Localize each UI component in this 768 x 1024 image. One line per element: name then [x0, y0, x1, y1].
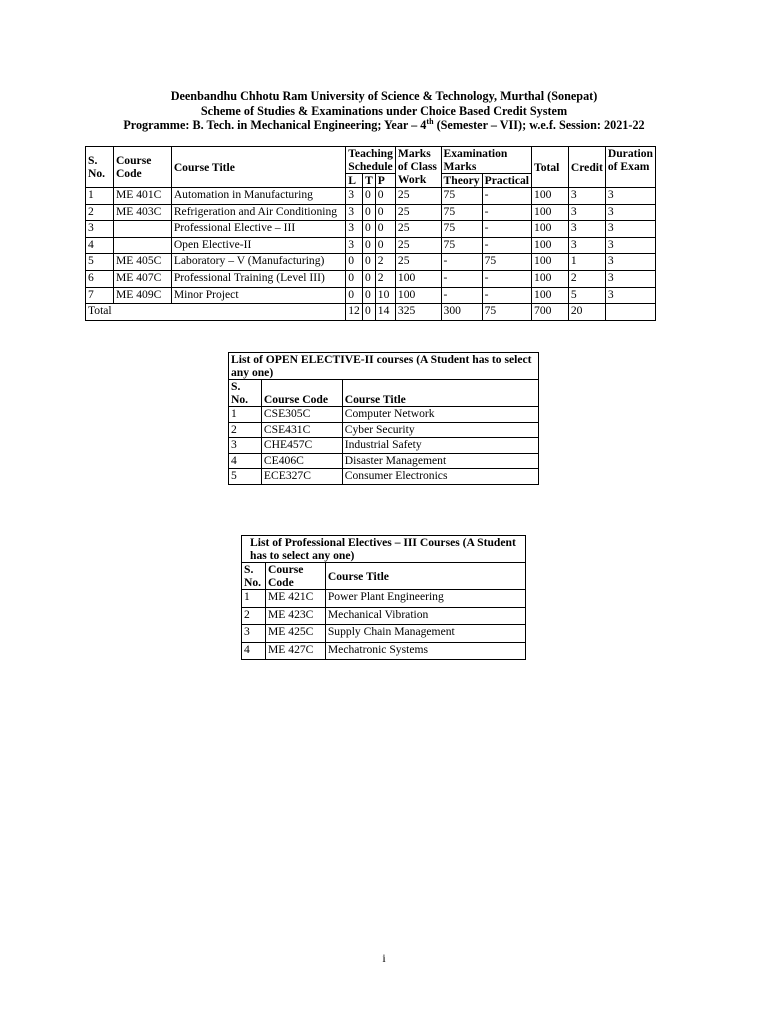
- cell-practical: -: [482, 270, 531, 287]
- cell-total: 100: [532, 204, 569, 221]
- cell-sno: 2: [242, 607, 266, 625]
- cell-code: CHE457C: [261, 438, 342, 454]
- table-row: [242, 642, 526, 660]
- cell-credit: 1: [568, 254, 605, 271]
- cell-sno: 1: [229, 407, 262, 423]
- cell-title: Open Elective-II: [171, 237, 345, 254]
- cell-credit: 3: [568, 221, 605, 238]
- cell-class: 25: [395, 221, 441, 238]
- header-theory: Theory: [441, 174, 482, 188]
- cell-P: 0: [375, 204, 395, 221]
- cell-code: ME 409C: [113, 287, 171, 304]
- cell-L: 0: [346, 287, 363, 304]
- cell-theory: -: [441, 287, 482, 304]
- cell-T: 0: [362, 188, 375, 205]
- cell-sno: 5: [229, 469, 262, 485]
- cell-code: ME 403C: [113, 204, 171, 221]
- table-row: [86, 287, 656, 304]
- cell-duration: 3: [605, 188, 655, 205]
- cell-title: Professional Elective – III: [171, 221, 345, 238]
- cell-credit: 3: [568, 204, 605, 221]
- table-row: [86, 188, 656, 205]
- header-course-title: Course Title: [171, 147, 345, 188]
- cell-code: ME 405C: [113, 254, 171, 271]
- cell-code: ME 421C: [265, 590, 325, 608]
- cell-theory: 75: [441, 237, 482, 254]
- header-teaching-schedule: Teaching Schedule: [346, 147, 396, 174]
- cell-practical: 75: [482, 254, 531, 271]
- total-total: 700: [532, 304, 569, 321]
- cell-sno: 6: [86, 270, 114, 287]
- cell-L: 3: [346, 204, 363, 221]
- header-total: Total: [532, 147, 569, 188]
- cell-title: Automation in Manufacturing: [171, 188, 345, 205]
- cell-L: 0: [346, 254, 363, 271]
- cell-credit: 3: [568, 237, 605, 254]
- header-t: T: [362, 174, 375, 188]
- cell-class: 100: [395, 270, 441, 287]
- cell-sno: 4: [86, 237, 114, 254]
- cell-code: ME 423C: [265, 607, 325, 625]
- cell-title: Disaster Management: [342, 453, 538, 469]
- table-row: [86, 270, 656, 287]
- table-row: [86, 204, 656, 221]
- cell-sno: 3: [229, 438, 262, 454]
- cell-P: 0: [375, 221, 395, 238]
- cell-T: 0: [362, 254, 375, 271]
- cell-sno: 2: [229, 422, 262, 438]
- table-row: [242, 625, 526, 643]
- university-name: Deenbandhu Chhotu Ram University of Science & Technology, Murthal (Sonepat): [170, 89, 598, 103]
- table-row: [242, 590, 526, 608]
- cell-theory: 75: [441, 188, 482, 205]
- table-header-row: [86, 147, 656, 174]
- document-header: [0, 89, 768, 133]
- header-p: P: [375, 174, 395, 188]
- page-number: i: [382, 951, 386, 965]
- professional-elective-table: [241, 535, 526, 660]
- cell-theory: 75: [441, 204, 482, 221]
- cell-duration: 3: [605, 270, 655, 287]
- table-header-row: [242, 563, 526, 590]
- header-duration: Duration of Exam: [605, 147, 655, 188]
- total-label: Total: [86, 304, 346, 321]
- table-row: [229, 438, 539, 454]
- header-course-code: Course Code: [261, 380, 342, 407]
- total-credit: 20: [568, 304, 605, 321]
- cell-sno: 3: [242, 625, 266, 643]
- cell-credit: 2: [568, 270, 605, 287]
- cell-duration: 3: [605, 254, 655, 271]
- cell-class: 100: [395, 287, 441, 304]
- cell-practical: -: [482, 237, 531, 254]
- cell-class: 25: [395, 188, 441, 205]
- cell-T: 0: [362, 221, 375, 238]
- cell-practical: -: [482, 204, 531, 221]
- cell-code: ME 401C: [113, 188, 171, 205]
- table-row: [86, 237, 656, 254]
- cell-title: Minor Project: [171, 287, 345, 304]
- cell-P: 10: [375, 287, 395, 304]
- header-practical: Practical: [482, 174, 531, 188]
- cell-theory: -: [441, 270, 482, 287]
- cell-title: Computer Network: [342, 407, 538, 423]
- header-examination-marks: Examination Marks: [441, 147, 532, 174]
- total-practical: 75: [482, 304, 531, 321]
- cell-total: 100: [532, 237, 569, 254]
- scheme-table: [85, 146, 656, 321]
- cell-title: Consumer Electronics: [342, 469, 538, 485]
- cell-T: 0: [362, 237, 375, 254]
- cell-sno: 3: [86, 221, 114, 238]
- cell-code: ME 425C: [265, 625, 325, 643]
- cell-code: ECE327C: [261, 469, 342, 485]
- cell-duration: 3: [605, 237, 655, 254]
- header-l: L: [346, 174, 363, 188]
- table-row: [229, 453, 539, 469]
- header-course-code: Course Code: [113, 147, 171, 188]
- cell-total: 100: [532, 188, 569, 205]
- cell-code: ME 407C: [113, 270, 171, 287]
- cell-P: 0: [375, 188, 395, 205]
- cell-code: ME 427C: [265, 642, 325, 660]
- header-sno: S. No.: [86, 147, 114, 188]
- total-theory: 300: [441, 304, 482, 321]
- cell-T: 0: [362, 270, 375, 287]
- cell-L: 3: [346, 188, 363, 205]
- cell-code: [113, 237, 171, 254]
- total-P: 14: [375, 304, 395, 321]
- cell-code: CE406C: [261, 453, 342, 469]
- header-course-code: Course Code: [265, 563, 325, 590]
- table-caption-row: [229, 353, 539, 380]
- cell-T: 0: [362, 204, 375, 221]
- cell-sno: 4: [229, 453, 262, 469]
- table-row: [242, 607, 526, 625]
- cell-title: Professional Training (Level III): [171, 270, 345, 287]
- cell-title: Power Plant Engineering: [325, 590, 525, 608]
- cell-title: Cyber Security: [342, 422, 538, 438]
- table-row: [86, 254, 656, 271]
- header-marks-class-work: Marks of Class Work: [395, 147, 441, 188]
- table-row: [229, 407, 539, 423]
- header-sno: S. No.: [242, 563, 266, 590]
- cell-P: 2: [375, 254, 395, 271]
- total-class: 325: [395, 304, 441, 321]
- table-row: [86, 221, 656, 238]
- total-duration: [605, 304, 655, 321]
- cell-title: Supply Chain Management: [325, 625, 525, 643]
- header-sno: S. No.: [229, 380, 262, 407]
- cell-total: 100: [532, 287, 569, 304]
- cell-code: [113, 221, 171, 238]
- cell-title: Refrigeration and Air Conditioning: [171, 204, 345, 221]
- cell-P: 0: [375, 237, 395, 254]
- cell-sno: 7: [86, 287, 114, 304]
- cell-sno: 4: [242, 642, 266, 660]
- header-course-title: Course Title: [325, 563, 525, 590]
- cell-duration: 3: [605, 204, 655, 221]
- table-row: [229, 422, 539, 438]
- open-elective-caption: List of OPEN ELECTIVE-II courses (A Student has to select any one): [229, 353, 539, 380]
- cell-code: CSE305C: [261, 407, 342, 423]
- header-credit: Credit: [568, 147, 605, 188]
- cell-theory: 75: [441, 221, 482, 238]
- cell-title: Laboratory – V (Manufacturing): [171, 254, 345, 271]
- cell-code: CSE431C: [261, 422, 342, 438]
- cell-title: Mechanical Vibration: [325, 607, 525, 625]
- cell-title: Mechatronic Systems: [325, 642, 525, 660]
- total-T: 0: [362, 304, 375, 321]
- open-elective-table: [228, 352, 539, 485]
- scheme-title: Scheme of Studies & Examinations under Choice Based Credit System: [200, 103, 568, 118]
- total-L: 12: [346, 304, 363, 321]
- cell-credit: 3: [568, 188, 605, 205]
- cell-class: 25: [395, 237, 441, 254]
- cell-L: 3: [346, 237, 363, 254]
- cell-sno: 1: [242, 590, 266, 608]
- cell-T: 0: [362, 287, 375, 304]
- cell-duration: 3: [605, 221, 655, 238]
- cell-sno: 1: [86, 188, 114, 205]
- programme-line: Programme: B. Tech. in Mechanical Engineering; Year – 4th (Semester – VII); w.e.f. Session: 2021-22: [123, 117, 645, 133]
- cell-practical: -: [482, 287, 531, 304]
- table-caption-row: [242, 536, 526, 563]
- cell-L: 0: [346, 270, 363, 287]
- cell-credit: 5: [568, 287, 605, 304]
- cell-theory: -: [441, 254, 482, 271]
- total-row: [86, 304, 656, 321]
- cell-practical: -: [482, 221, 531, 238]
- cell-sno: 2: [86, 204, 114, 221]
- cell-P: 2: [375, 270, 395, 287]
- cell-L: 3: [346, 221, 363, 238]
- header-course-title: Course Title: [342, 380, 538, 407]
- cell-total: 100: [532, 221, 569, 238]
- cell-practical: -: [482, 188, 531, 205]
- professional-elective-caption: List of Professional Electives – III Courses (A Student has to select any one): [242, 536, 526, 563]
- cell-class: 25: [395, 204, 441, 221]
- cell-class: 25: [395, 254, 441, 271]
- table-row: [229, 469, 539, 485]
- cell-total: 100: [532, 270, 569, 287]
- cell-title: Industrial Safety: [342, 438, 538, 454]
- cell-duration: 3: [605, 287, 655, 304]
- cell-sno: 5: [86, 254, 114, 271]
- cell-total: 100: [532, 254, 569, 271]
- table-header-row: [229, 380, 539, 407]
